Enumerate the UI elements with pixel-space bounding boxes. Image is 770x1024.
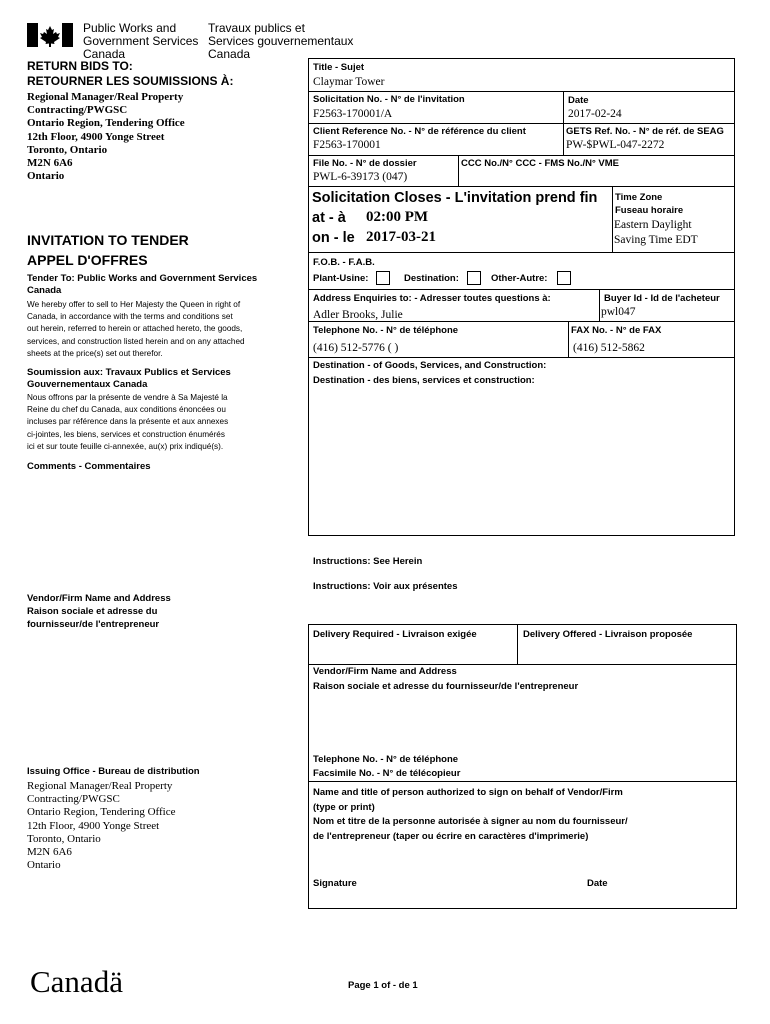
closes-at-value: 02:00 PM — [366, 209, 429, 225]
time-zone-label: Time Zone Fuseau horaire — [615, 192, 684, 216]
enquiries-label: Address Enquiries to: - Adresser toutes questions à: — [313, 293, 551, 304]
gets-label: GETS Ref. No. - N° de réf. de SEAG — [566, 126, 724, 137]
tender-text: We hereby offer to sell to Her Majesty the Queen in right of Canada, in accordance with the terms and conditions set out herein, referred to herein or attached hereto, the goods, services, and construction listed herein and on any attached sheets at the price(s) set out therefor. — [27, 300, 245, 358]
issuing-office-label: Issuing Office - Bureau de distribution — [27, 766, 200, 777]
vendor-fax-label: Facsimile No. - N° de télécopieur — [313, 768, 461, 779]
authorized-person-label: Name and title of person authorized to sign on behalf of Vendor/Firm (type or print) Nom et titre de la personne autorisée à signer au nom du fournisseur/ de l'entrepreneur (taper ou écrire en caractères d'imprimerie) — [313, 787, 628, 842]
plant-checkbox[interactable] — [376, 271, 390, 285]
client-ref-label: Client Reference No. - N° de référence du client — [313, 126, 526, 137]
closes-at-label: at - à — [312, 210, 346, 226]
page-number: Page 1 of - de 1 — [348, 980, 418, 991]
other-label: Other-Autre: — [491, 273, 548, 284]
client-ref-value: F2563-170001 — [313, 139, 381, 151]
soumission-label: Soumission aux: Travaux Publics et Services Gouvernementaux Canada — [27, 367, 231, 390]
buyer-id-value: pwl047 — [601, 306, 636, 318]
instructions-fr: Instructions: Voir aux présentes — [313, 581, 458, 592]
tender-to-label: Tender To: Public Works and Government Services Canada — [27, 273, 258, 296]
buyer-id-label: Buyer Id - Id de l'acheteur — [604, 293, 720, 304]
enquiries-value: Adler Brooks, Julie — [313, 309, 403, 321]
file-label: File No. - N° de dossier — [313, 158, 417, 169]
destination-checkbox-label: Destination: — [404, 273, 459, 284]
time-zone-value: Eastern Daylight Saving Time EDT — [614, 219, 698, 246]
fax-label: FAX No. - N° de FAX — [571, 325, 662, 336]
ccc-label: CCC No./N° CCC - FMS No./N° VME — [461, 158, 620, 169]
file-value: PWL-6-39173 (047) — [313, 171, 408, 183]
closes-label: Solicitation Closes - L'invitation prend fin — [312, 190, 598, 206]
signature-date-label: Date — [587, 878, 608, 889]
date-label: Date — [568, 95, 589, 106]
fob-label: F.O.B. - F.A.B. — [313, 257, 375, 268]
destination-checkbox[interactable] — [467, 271, 481, 285]
delivery-required-label: Delivery Required - Livraison exigée — [313, 629, 477, 640]
telephone-value: (416) 512-5776 ( ) — [313, 342, 399, 354]
title-value: Claymar Tower — [313, 76, 385, 88]
instructions-en: Instructions: See Herein — [313, 556, 423, 567]
soumission-text: Nous offrons par la présente de vendre à Sa Majesté la Reine du chef du Canada, aux conditions énoncées ou incluses par référence dans la présente et aux annexes ci-jointes, les biens, services et construction énumérés ici et sur toute feuille ci-annexée, au(x) prix indiqué(s). — [27, 393, 229, 451]
canada-wordmark: Canadä — [30, 964, 123, 999]
return-bids-heading: RETURN BIDS TO: RETOURNER LES SOUMISSIONS À: — [27, 59, 234, 88]
closes-on-value: 2017-03-21 — [366, 229, 436, 245]
destination-goods-en: Destination - of Goods, Services, and Construction: — [313, 360, 547, 371]
vendor-name-en: Vendor/Firm Name and Address — [313, 666, 457, 677]
solicitation-label: Solicitation No. - N° de l'invitation — [313, 94, 465, 105]
other-checkbox[interactable] — [557, 271, 571, 285]
canada-flag-icon — [27, 23, 73, 47]
department-name-en: Public Works and Government Services Canada — [83, 21, 199, 61]
signature-label: Signature — [313, 878, 357, 889]
plant-label: Plant-Usine: — [313, 273, 369, 284]
vendor-label-left: Vendor/Firm Name and Address Raison sociale et adresse du fournisseur/de l'entrepreneur — [27, 593, 171, 630]
title-label: Title - Sujet — [313, 62, 365, 73]
delivery-offered-label: Delivery Offered - Livraison proposée — [523, 629, 693, 640]
closes-on-label: on - le — [312, 230, 355, 246]
comments-label: Comments - Commentaires — [27, 461, 151, 472]
vendor-name-fr: Raison sociale et adresse du fournisseur/de l'entrepreneur — [313, 681, 579, 692]
date-value: 2017-02-24 — [568, 108, 622, 120]
return-address: Regional Manager/Real Property Contracting/PWGSC Ontario Region, Tendering Office 12th Floor, 4900 Yonge Street Toronto, Ontario M2N 6A6 Ontario — [27, 91, 185, 183]
department-name-fr: Travaux publics et Services gouvernementaux Canada — [208, 21, 354, 61]
vendor-telephone-label: Telephone No. - N° de téléphone — [313, 754, 459, 765]
destination-goods-fr: Destination - des biens, services et construction: — [313, 375, 535, 386]
fax-value: (416) 512-5862 — [573, 342, 645, 354]
telephone-label: Telephone No. - N° de téléphone — [313, 325, 459, 336]
gets-value: PW-$PWL-047-2272 — [566, 139, 665, 151]
solicitation-value: F2563-170001/A — [313, 108, 393, 120]
issuing-address: Regional Manager/Real Property Contracting/PWGSC Ontario Region, Tendering Office 12th Floor, 4900 Yonge Street Toronto, Ontario M2N 6A6 Ontario — [27, 780, 176, 872]
invitation-heading: INVITATION TO TENDER APPEL D'OFFRES — [27, 232, 189, 268]
